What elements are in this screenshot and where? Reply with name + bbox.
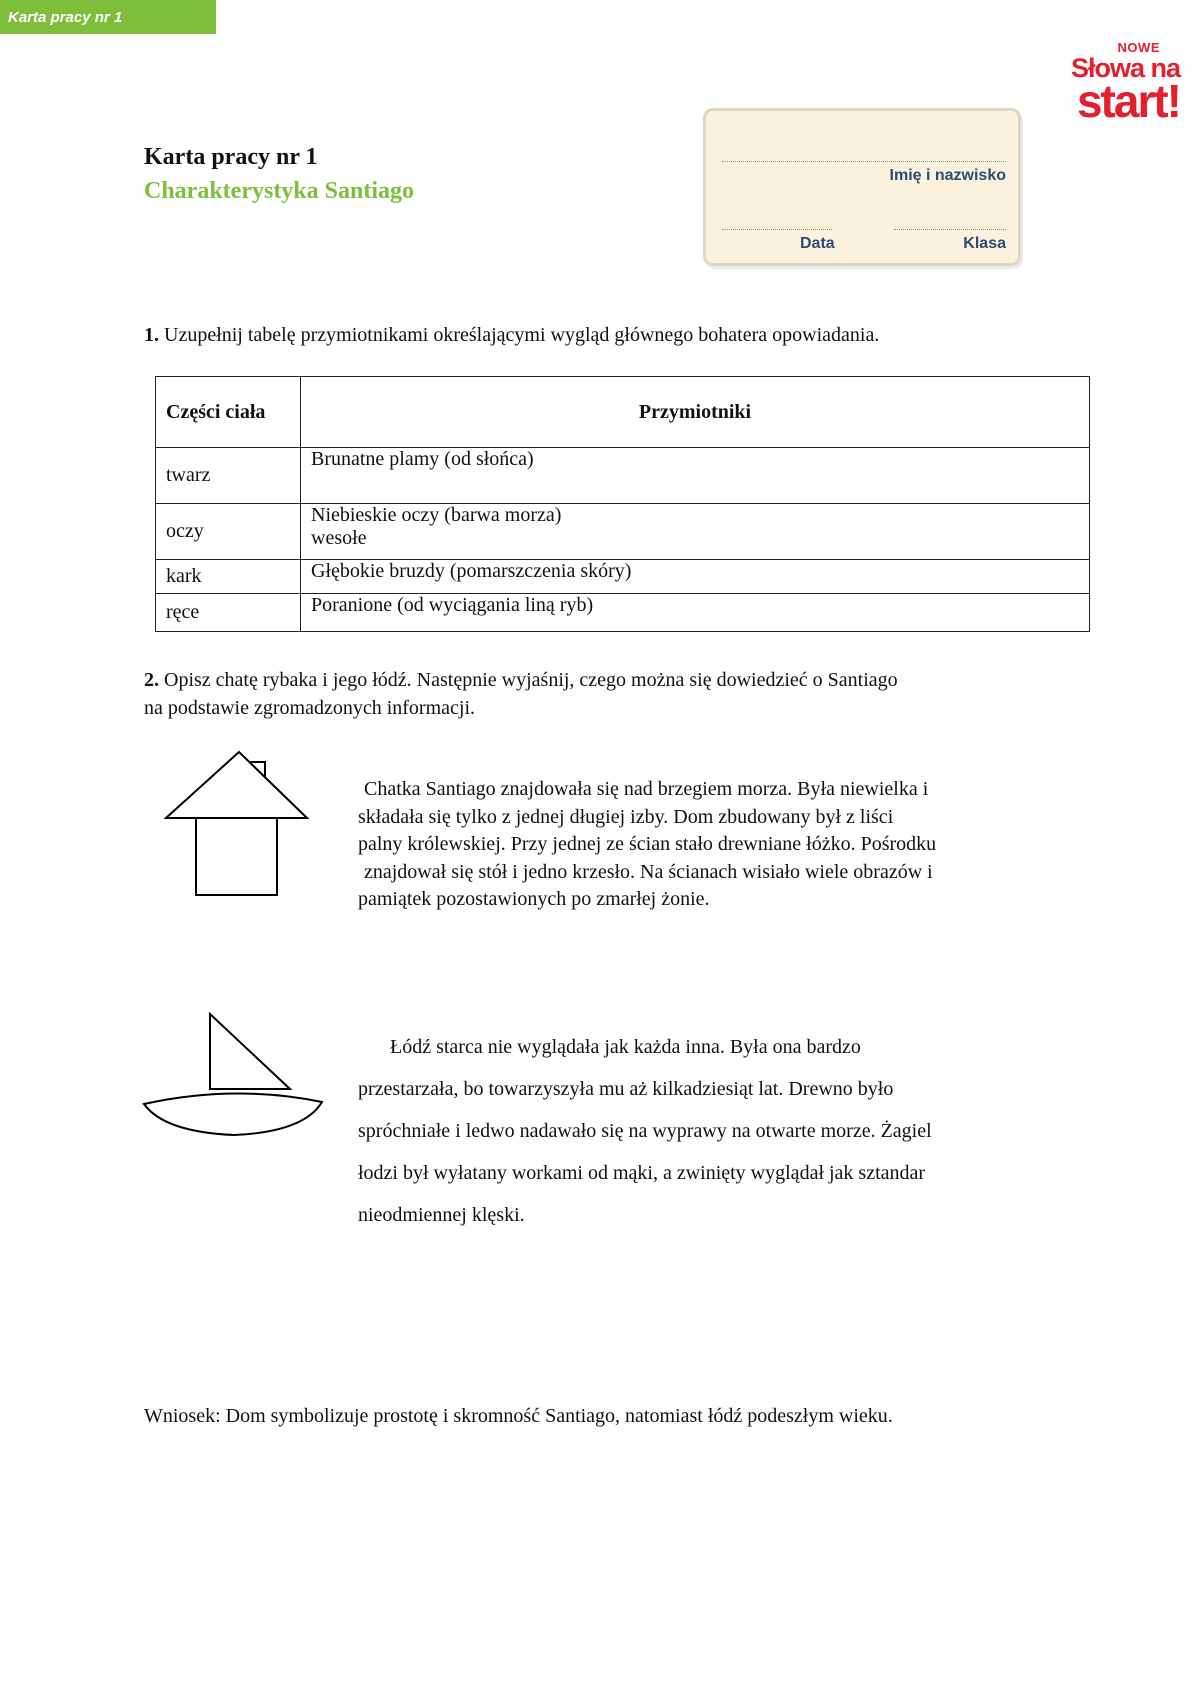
adjective-line: Poranione (od wyciągania liną ryb) [311,594,594,616]
logo-line-1: NOWE [1117,40,1160,55]
boat-drawing [140,1008,330,1138]
table-row [156,560,1090,594]
boat-description [358,1026,1078,1236]
column-header-adjectives: Przymiotniki [301,377,1090,448]
body-part-cell: ręce [156,594,301,632]
header-tab: Karta pracy nr 1 [0,0,216,34]
house-body [196,818,277,895]
house-description-line: pamiątek pozostawionych po zmarłej żonie. [358,888,710,910]
task-2-line-1: Opisz chatę rybaka i jego łódź. Następnie wyjaśnij, czego można się dowiedzieć o Santiago [164,669,898,691]
name-line [722,161,1006,162]
class-line [894,229,1006,230]
house-description [358,776,1078,914]
conclusion-text: Wniosek: Dom symbolizuje prostotę i skromność Santiago, natomiast łódź podeszłym wieku. [144,1405,893,1427]
adjective-line: Brunatne plamy (od słońca) [311,448,534,470]
publisher-logo [1040,40,1180,127]
logo-line-2: Słowa na [1070,53,1180,83]
task-2-instruction [144,666,898,722]
table-row [156,504,1090,560]
adjective-cell [301,504,1090,560]
table-row [156,448,1090,504]
logo-line-3: start! [1076,75,1180,127]
house-description-line: Chatka Santiago znajdowała się nad brzegiem morza. Była niewielka i [364,778,929,800]
task-1-instruction [144,324,879,347]
boat-sail [210,1014,290,1089]
task-2-line-2: na podstawie zgromadzonych informacji. [144,697,475,719]
task-1-text: Uzupełnij tabelę przymiotnikami określającymi wygląd głównego bohatera opowiadania. [164,324,880,346]
page-title: Karta pracy nr 1 [144,144,318,170]
date-label: Data [800,235,835,252]
house-drawing [160,750,320,900]
name-label: Imię i nazwisko [889,167,1006,184]
boat-description-line: nieodmiennej klęski. [358,1204,525,1226]
boat-description-line: spróchniałe i ledwo nadawało się na wyprawy na otwarte morze. Żagiel [358,1120,932,1142]
adjective-cell [301,448,1090,504]
house-description-line: składała się tylko z jednej długiej izby. Dom zbudowany był z liści [358,805,894,828]
boat-description-line: Łódź starca nie wyglądała jak każda inna. Była ona bardzo [390,1036,861,1058]
page-subtitle: Charakterystyka Santiago [144,178,415,204]
body-part-cell: kark [156,560,301,594]
task-1-number: 1. [144,324,159,346]
boat-hull [144,1093,322,1135]
boat-description-line: łodzi był wyłatany workami od mąki, a zwinięty wyglądał jak sztandar [358,1162,926,1184]
adjective-line: wesołe [311,527,367,549]
body-part-cell: twarz [156,448,301,504]
body-part-cell: oczy [156,504,301,560]
adjective-cell [301,594,1090,632]
class-label: Klasa [963,235,1006,252]
house-roof [166,752,307,818]
adjectives-table [155,376,1090,632]
student-name-box [703,108,1021,266]
table-row [156,594,1090,632]
task-2-number: 2. [144,669,159,691]
house-description-line: znajdował się stół i jedno krzesło. Na ścianach wisiało wiele obrazów i [364,860,933,883]
house-description-line: palny królewskiej. Przy jednej ze ścian stało drewniane łóżko. Pośrodku [358,833,937,855]
date-line [722,229,832,230]
adjective-cell [301,560,1090,594]
boat-description-line: przestarzała, bo towarzyszyła mu aż kilkadziesiąt lat. Drewno było [358,1078,894,1100]
adjective-line: Niebieskie oczy (barwa morza) [311,504,562,526]
column-header-body-part: Części ciała [156,377,301,448]
adjective-line: Głębokie bruzdy (pomarszczenia skóry) [311,560,632,582]
table-header-row [156,377,1090,448]
